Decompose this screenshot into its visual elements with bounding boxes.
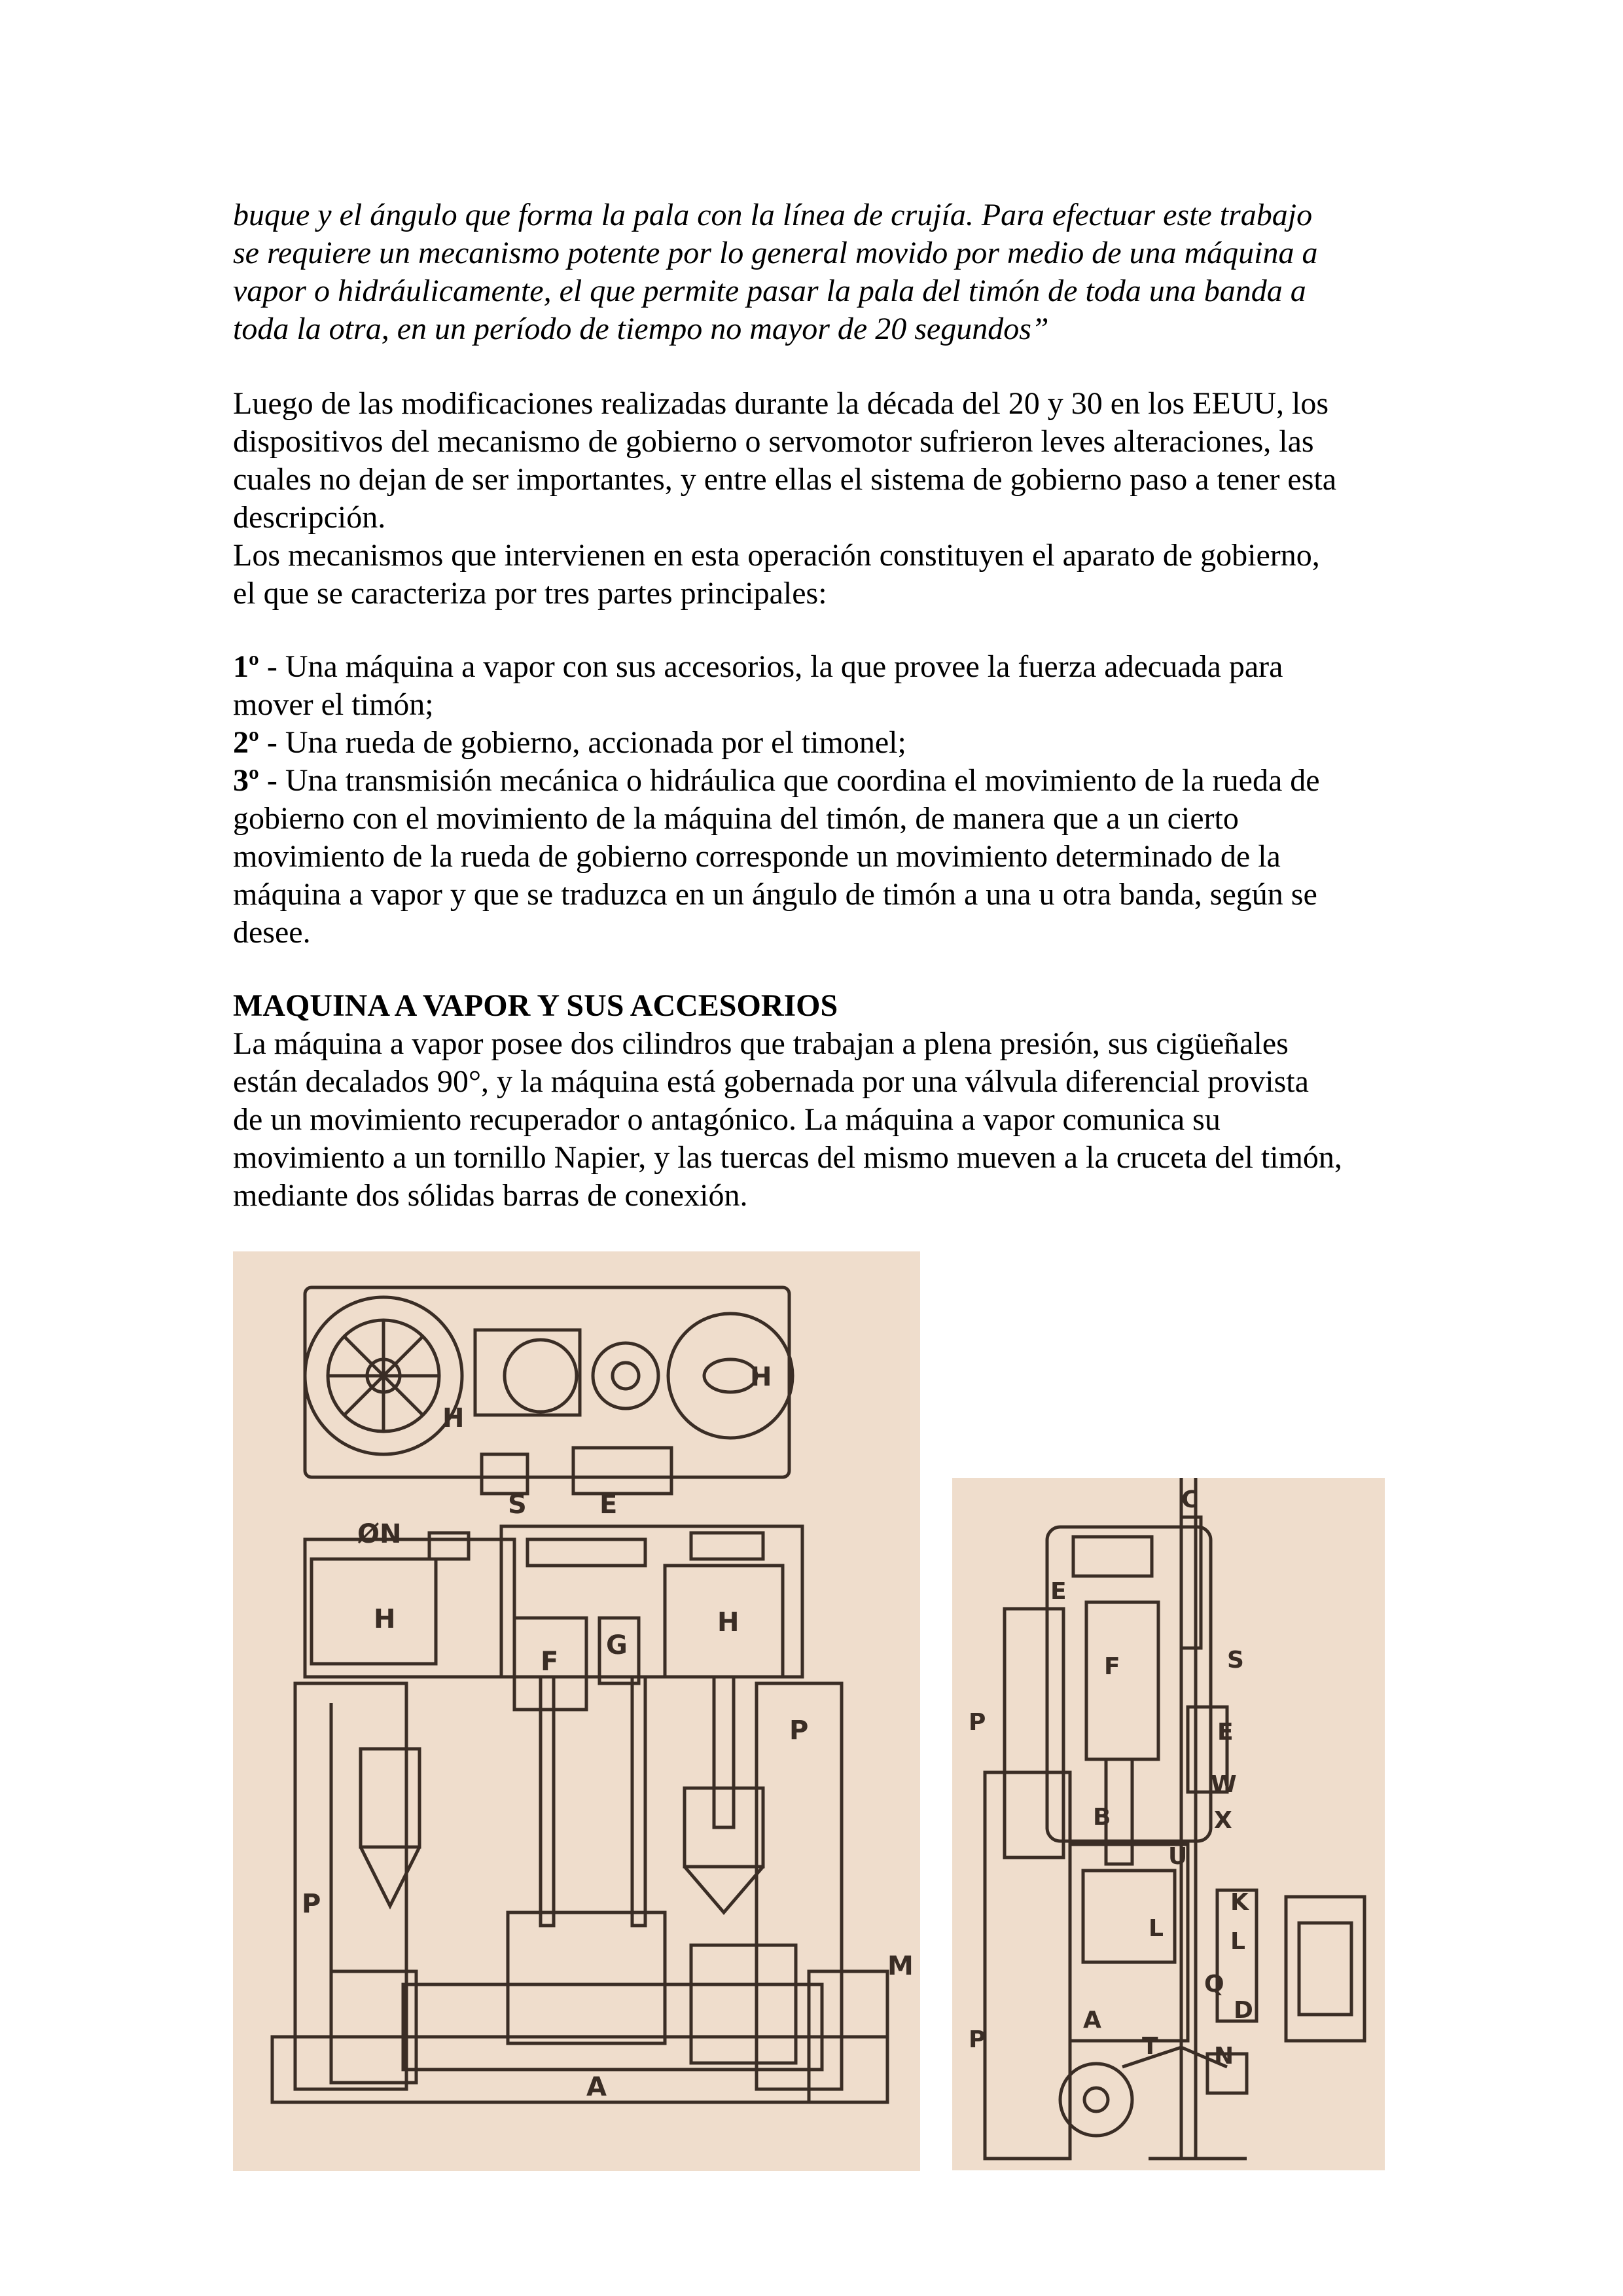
label-f: F: [541, 1647, 559, 1677]
label-e: E: [599, 1490, 618, 1520]
label-m: M: [887, 1951, 914, 1981]
label-p: P: [969, 1709, 986, 1736]
item-text: mover el timón;: [233, 687, 434, 722]
label-w: W: [1211, 1771, 1237, 1798]
label-h: H: [374, 1604, 396, 1634]
item-text: - Una transmisión mecánica o hidráulica que coordina el movimiento de la rueda de: [259, 763, 1320, 798]
section-line: de un movimiento recuperador o antagónico. La máquina a vapor comunica su: [233, 1102, 1221, 1137]
item-text: desee.: [233, 915, 311, 950]
section-line: están decalados 90°, y la máquina está gobernada por una válvula diferencial provista: [233, 1064, 1309, 1099]
section-line: La máquina a vapor posee dos cilindros que trabajan a plena presión, sus cigüeñales: [233, 1026, 1289, 1061]
label-x: X: [1214, 1807, 1232, 1834]
intro-line: descripción.: [233, 500, 386, 535]
label-d: D: [1234, 1997, 1253, 2024]
label-k: K: [1230, 1889, 1249, 1916]
label-p: P: [302, 1889, 321, 1919]
label-s: S: [508, 1490, 527, 1520]
label-h: H: [442, 1403, 465, 1433]
label-a: A: [586, 2072, 607, 2102]
intro-line: Luego de las modificaciones realizadas durante la década del 20 y 30 en los EEUU, los: [233, 386, 1329, 421]
item-text: movimiento de la rueda de gobierno corresponde un movimiento determinado de la: [233, 839, 1281, 874]
section-heading: MAQUINA A VAPOR Y SUS ACCESORIOS: [233, 988, 838, 1023]
label-q: Q: [1204, 1971, 1224, 1998]
section-line: movimiento a un tornillo Napier, y las tuercas del mismo mueven a la cruceta del timón,: [233, 1140, 1342, 1175]
quote-line: vapor o hidráulicamente, el que permite pasar la pala del timón de toda una banda a: [233, 274, 1306, 308]
item-number: 3º: [233, 763, 259, 798]
quote-line: buque y el ángulo que forma la pala con la línea de crujía. Para efectuar este trabajo: [233, 198, 1313, 232]
steering-side-view-figure: [952, 1478, 1385, 2170]
quote-line: se requiere un mecanismo potente por lo general movido por medio de una máquina a: [233, 236, 1318, 270]
label-e: E: [1050, 1578, 1067, 1605]
label-a: A: [1083, 2007, 1101, 2034]
item-text: - Una máquina a vapor con sus accesorios, la que provee la fuerza adecuada para: [259, 649, 1283, 684]
label-l: L: [1230, 1928, 1245, 1955]
label-h: H: [750, 1362, 772, 1392]
mechanisms-line: Los mecanismos que intervienen en esta operación constituyen el aparato de gobierno,: [233, 538, 1320, 573]
label-h: H: [717, 1607, 740, 1638]
item-number: 2º: [233, 725, 259, 760]
steam-engine-section: [233, 987, 1411, 1215]
side-view-drawing: [952, 1478, 1385, 2170]
label-c: C: [1181, 1486, 1199, 1513]
label-s: S: [1227, 1647, 1244, 1674]
intro-line: cuales no dejan de ser importantes, y entre ellas el sistema de gobierno paso a tener esta: [233, 462, 1337, 497]
label-u: U: [1168, 1843, 1188, 1870]
intro-paragraph: [233, 385, 1411, 613]
quote-line: toda la otra, en un período de tiempo no mayor de 20 segundos”: [233, 312, 1049, 346]
list-item: [233, 762, 1411, 800]
list-item: [233, 724, 1411, 762]
label-on: ØN: [357, 1519, 402, 1549]
section-line: mediante dos sólidas barras de conexión.: [233, 1178, 748, 1213]
label-n: N: [1214, 2043, 1234, 2070]
item-text: gobierno con el movimiento de la máquina del timón, de manera que a un cierto: [233, 801, 1239, 836]
list-item: [233, 648, 1411, 686]
label-p: P: [789, 1715, 809, 1746]
label-p: P: [969, 2026, 986, 2053]
mechanisms-line: el que se caracteriza por tres partes principales:: [233, 576, 827, 611]
intro-line: dispositivos del mecanismo de gobierno o servomotor sufrieron leves alteraciones, las: [233, 424, 1314, 459]
item-text: máquina a vapor y que se traduzca en un ángulo de timón a una u otra banda, según se: [233, 877, 1317, 912]
label-t: T: [1142, 2033, 1158, 2060]
item-text: - Una rueda de gobierno, accionada por el timonel;: [259, 725, 906, 760]
item-number: 1º: [233, 649, 259, 684]
label-g: G: [606, 1630, 628, 1660]
label-f: F: [1104, 1653, 1120, 1680]
label-l: L: [1149, 1915, 1164, 1942]
quote-paragraph: [233, 196, 1411, 348]
label-b: B: [1093, 1804, 1111, 1831]
label-e: E: [1217, 1719, 1234, 1746]
parts-list: [233, 648, 1411, 952]
steam-engine-drawing: [233, 1251, 920, 2171]
steam-engine-figure: [233, 1251, 920, 2171]
